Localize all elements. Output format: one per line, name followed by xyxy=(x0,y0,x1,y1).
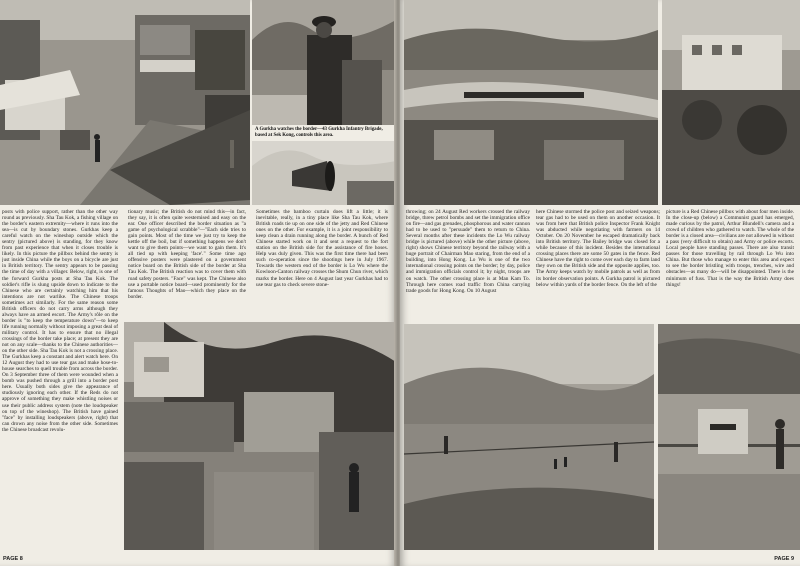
column-text: Sometimes the bamboo curtain does lift a little; it is inevitable, really, in a tiny place like Sha Tau Kok, where British roads tie up on one side of the jetty and Red Chinese ones on the other. For example, it is a joint responsibility to keep clean a drain running along the border. A bunch of Red Chinese started work on it and sent a request to the fort station on the British side for the assistance of fire hoses. Help was duly given. This was the first time there had been such co-operation since the shootings here in July 1967. Towards the western end of the border is Lo Wu where the Kowloon-Canton railway crosses the Shum Chun river, which marks the border. Here on 4 August last year Gurkhas had to use tear gas to check severe stone- xyxy=(256,209,388,288)
column-text: throwing; on 24 August Red workers crossed the railway bridge, threw petrol bombs and set the immigration office on fire—and gas grenades, phosphorous and water cannon had to be used to "persuade" them to return to China. Several months after these incidents the Lo Wu railway bridge is pictured (above) while the other picture (above, right) shows Chinese territory beyond the railway with a huge portrait of Chairman Mao staring, from the end of a building, into Hong Kong. Lo Wu is one of the two international crossing points on the border; by day, police and immigration officials control it; by night, troops are on watch. The other crossing place is at Man Kam To. Through here comes road traffic from China carrying trade goods for Hong Kong. On 10 August xyxy=(406,209,530,294)
article-column-3 xyxy=(666,209,794,321)
article-column-1 xyxy=(2,209,118,554)
photo-sha-tau-kok-street xyxy=(0,0,250,205)
photo-chinese-pillbox-guard xyxy=(658,324,800,550)
photo-loudspeakers xyxy=(252,141,396,205)
photo-lo-wu-railway-bridge xyxy=(404,0,658,205)
column-text: picture is a Red Chinese pillbox with about four men inside. In the close-up (below) a Communist guard has emerged, made curious by the patrol, Arthur Blundell's camera and a crowd of children who gathered to watch. The whole of the border is a closed area—civilians are not allowed in without a pass (very difficult to obtain) and Army or police escorts. Local people have standing passes. There are also transit passes for those travelling by rail through Lo Wu into China. But those who manage to enter this area and expect to see the border bristling with troops, trenches, wire and obstacles—as many do—will be disappointed. There is the minimum of fuss. That is the way the British Army does things! xyxy=(666,209,794,288)
photo-gurkha-patrol-fence xyxy=(404,324,654,550)
article-column-3 xyxy=(256,209,388,319)
photo-caption: A Gurkha watches the border—43 Gurkha Infantry Brigade, based at Sek Kong, controls this area. xyxy=(252,125,396,143)
right-page xyxy=(400,0,800,566)
photo-forward-gurkha-post xyxy=(124,322,396,550)
photo-gurkha-sentry xyxy=(252,0,396,125)
article-column-1 xyxy=(406,209,530,321)
photo-mao-portrait-building xyxy=(662,0,800,205)
article-column-2 xyxy=(128,209,246,319)
left-page xyxy=(0,0,396,566)
page-number: PAGE 8 xyxy=(3,556,23,562)
column-text: tionary music; the British do not mind this—in fact, they say, it is often quite westernised and easy on the ear. One officer described the border situation as "a game of psychological scrabble"—"Each side tries to gain points. Most of the time we just try to keep the kettle off the boil, but if something happens we don't want to give them points—we want to gain them. It's all tied up with keeping 'face'." Some time ago offensive posters were plastered on a government notice board on the British side of the border at Sha Tau Kok. The British reaction was to cover them with road safety posters. "Face" was kept. The Chinese also use a portable notice board—used prominently for the famous Thoughts of Mao—which they place on the border. xyxy=(128,209,246,300)
column-text: posts with police support, rather than the other way round as previously. Sha Tau Kok, a fishing village on the border's eastern extremity—where it runs into the sea—is cut by boundary stones. Gurkhas keep a careful watch on the wineshop outside which the sentry (pictured above) is standing, for they know from past experience that when it closes trouble is likely. In this picture the pillbox behind the sentry is just inside China while the boys on a bicycle are just in British territory. The sentry appears to be passing the time of day with a villager. Below, right, is one of the forward Gurkha posts at Sha Tau Kok. The soldier's rifle is slung upside down to indicate to the Chinese who are certainly watching him that his intentions are not warlike. The Chinese troops sometimes act similarly. For the same reason some British officers do not carry arms although they always have an armed escort. The Army's rôle on the border is "to keep the temperature down"—to keep life running normally without imposing a great deal of military control. It has to ensure that no illegal crossings of the border take place; at present they are not on any scale—thanks to the Chinese authorities—on the other side. Sha Tau Kok is not a crossing place. The Gurkhas keep a constant and alert watch here. On 12 August they had to use tear gas and make hose-to-house searches to quell trouble from across the border. On 3 September three of them were wounded when a bomb was pushed through a grill into a border post here. Usually both sides give the appearance of studiously ignoring each other. If the Reds do not approve of something they make whistling noises or use their public address system (note the loudspeaker on top of the wineshop). The British have gained "face" by installing loudspeakers (above, right) that can drown any noise from the other side. Sometimes the Chinese broadcast revolu- xyxy=(2,209,118,433)
article-column-2 xyxy=(536,209,660,321)
page-number: PAGE 9 xyxy=(774,556,794,562)
column-text: here Chinese stormed the police post and seized weapons; tear gas had to be used on them on another occasion. It was from here that British police Inspector Frank Knight was abducted while negotiating with farmers on 14 October. On 20 November he escaped dramatically back into British territory. The Bailey bridge was closed for a while because of this incident. Besides the international crossing places there are some 50 gates in the fence. Red Chinese have the right to come over each day to farm land they own on the British side and the opposite applies, too. The Army keeps watch by mobile patrols as well as from its border observation points. A Gurkha patrol is pictured below within yards of the border fence. On the left of the xyxy=(536,209,660,288)
